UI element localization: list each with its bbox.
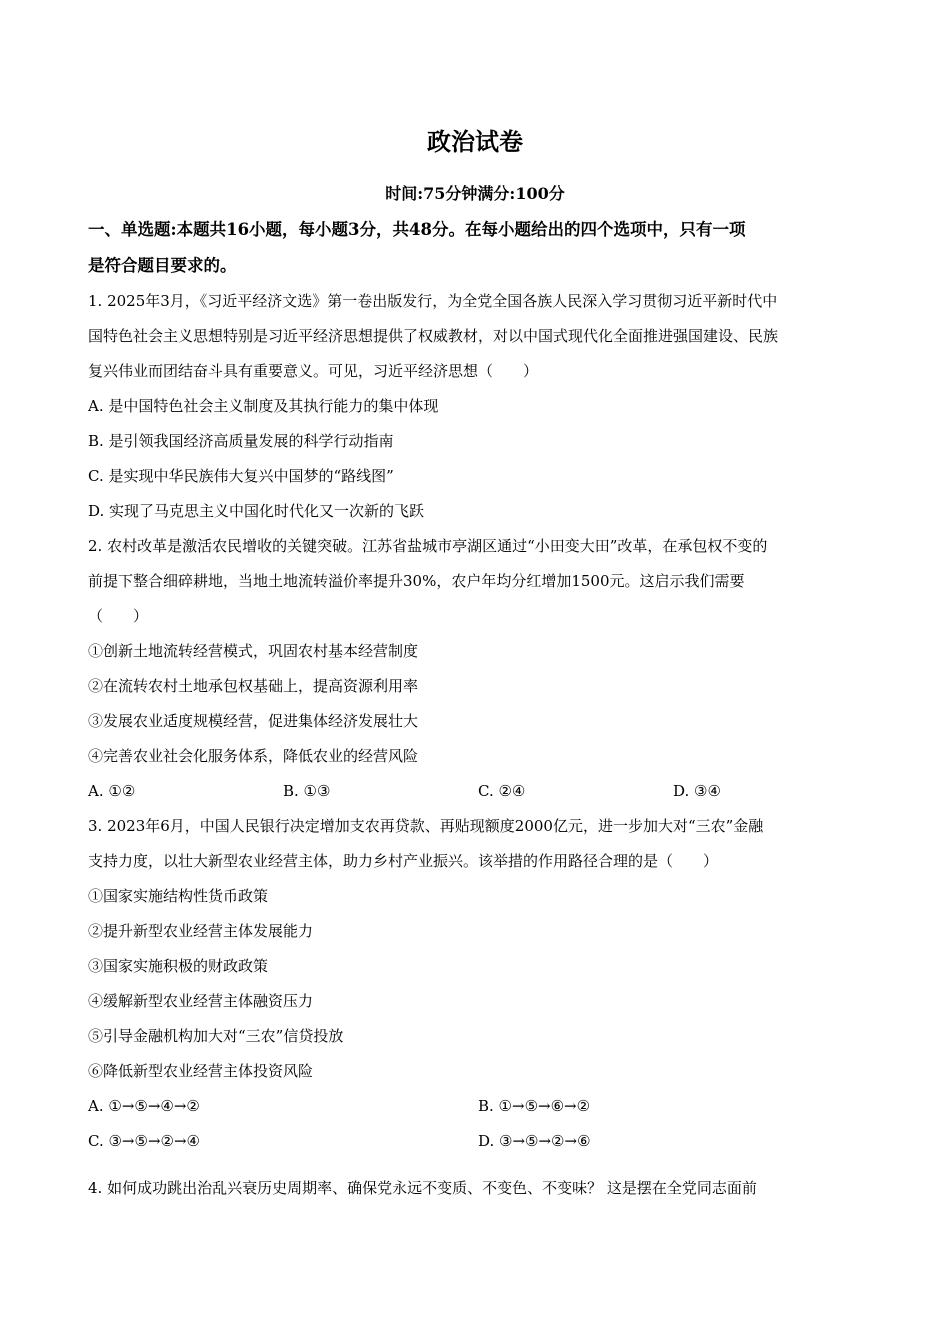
question-stem-line: 支持力度，以壮大新型农业经营主体，助力乡村产业振兴。该举措的作用路径合理的是（ ） bbox=[88, 852, 719, 870]
answer-options-row bbox=[88, 1124, 868, 1159]
answer-option: D. ③④ bbox=[673, 782, 721, 800]
statement-item: ⑤引导金融机构加大对“三农”信贷投放 bbox=[88, 1027, 344, 1045]
statement-item: ④缓解新型农业经营主体融资压力 bbox=[88, 992, 314, 1010]
statement-item: ③国家实施积极的财政政策 bbox=[88, 957, 269, 975]
question-4 bbox=[88, 1171, 868, 1206]
exam-info: 时间:75分钟满分:100分 bbox=[385, 184, 565, 203]
answer-option: B. 是引领我国经济高质量发展的科学行动指南 bbox=[88, 432, 394, 450]
question-1 bbox=[88, 284, 868, 529]
question-3 bbox=[88, 809, 868, 1159]
statement-item: ②在流转农村土地承包权基础上，提高资源利用率 bbox=[88, 677, 419, 695]
statement-item: ②提升新型农业经营主体发展能力 bbox=[88, 922, 314, 940]
questions bbox=[88, 284, 868, 1206]
answer-option: A. ①→⑤→④→② bbox=[88, 1097, 200, 1115]
statement-item: ①国家实施结构性货币政策 bbox=[88, 887, 269, 905]
question-stem-line: 国特色社会主义思想特别是习近平经济思想提供了权威教材，对以中国式现代化全面推进强国建设、民族 bbox=[88, 327, 779, 345]
answer-option: D. ③→⑤→②→⑥ bbox=[478, 1132, 591, 1150]
section-heading-line: 一、单选题:本题共16小题，每小题3分，共48分。在每小题给出的四个选项中，只有一项 bbox=[88, 220, 746, 239]
section-heading bbox=[88, 212, 868, 284]
page-title: 政治试卷 bbox=[427, 127, 523, 156]
answer-options-row bbox=[88, 1089, 868, 1124]
question-stem-line: 前提下整合细碎耕地，当地土地流转溢价率提升30%，农户年均分红增加1500元。这启示我们需要 bbox=[88, 572, 745, 590]
question-stem-line: 复兴伟业而团结奋斗具有重要意义。可见，习近平经济思想（ ） bbox=[88, 362, 539, 380]
answer-option: C. 是实现中华民族伟大复兴中国梦的“路线图” bbox=[88, 467, 394, 485]
question-stem-line: 2. 农村改革是激活农民增收的关键突破。江苏省盐城市亭湖区通过“小田变大田”改革，在承包权不变的 bbox=[88, 537, 768, 555]
statement-item: ①创新土地流转经营模式，巩固农村基本经营制度 bbox=[88, 642, 419, 660]
answer-option: A. ①② bbox=[88, 782, 136, 800]
question-2 bbox=[88, 529, 868, 809]
answer-option: B. ①→⑤→⑥→② bbox=[478, 1097, 591, 1115]
answer-options-row bbox=[88, 774, 868, 809]
answer-option: C. ②④ bbox=[478, 782, 526, 800]
question-stem-line: （ ） bbox=[88, 607, 149, 625]
answer-option: C. ③→⑤→②→④ bbox=[88, 1132, 200, 1150]
statement-item: ④完善农业社会化服务体系，降低农业的经营风险 bbox=[88, 747, 419, 765]
answer-option: D. 实现了马克思主义中国化时代化又一次新的飞跃 bbox=[88, 502, 425, 520]
statement-item: ⑥降低新型农业经营主体投资风险 bbox=[88, 1062, 314, 1080]
statement-item: ③发展农业适度规模经营，促进集体经济发展壮大 bbox=[88, 712, 419, 730]
question-stem-line: 3. 2023年6月，中国人民银行决定增加支农再贷款、再贴现额度2000亿元，进一步加大对“三农”金融 bbox=[88, 817, 764, 835]
question-stem-line: 1. 2025年3月，《习近平经济文选》第一卷出版发行，为全党全国各族人民深入学习贯彻习近平新时代中 bbox=[88, 292, 778, 310]
question-stem-line: 4. 如何成功跳出治乱兴衰历史周期率、确保党永远不变质、不变色、不变味？ 这是摆在全党同志面前 bbox=[88, 1179, 757, 1197]
section-heading-line: 是符合题目要求的。 bbox=[88, 256, 237, 275]
answer-option: A. 是中国特色社会主义制度及其执行能力的集中体现 bbox=[88, 397, 439, 415]
answer-option: B. ①③ bbox=[283, 782, 331, 800]
